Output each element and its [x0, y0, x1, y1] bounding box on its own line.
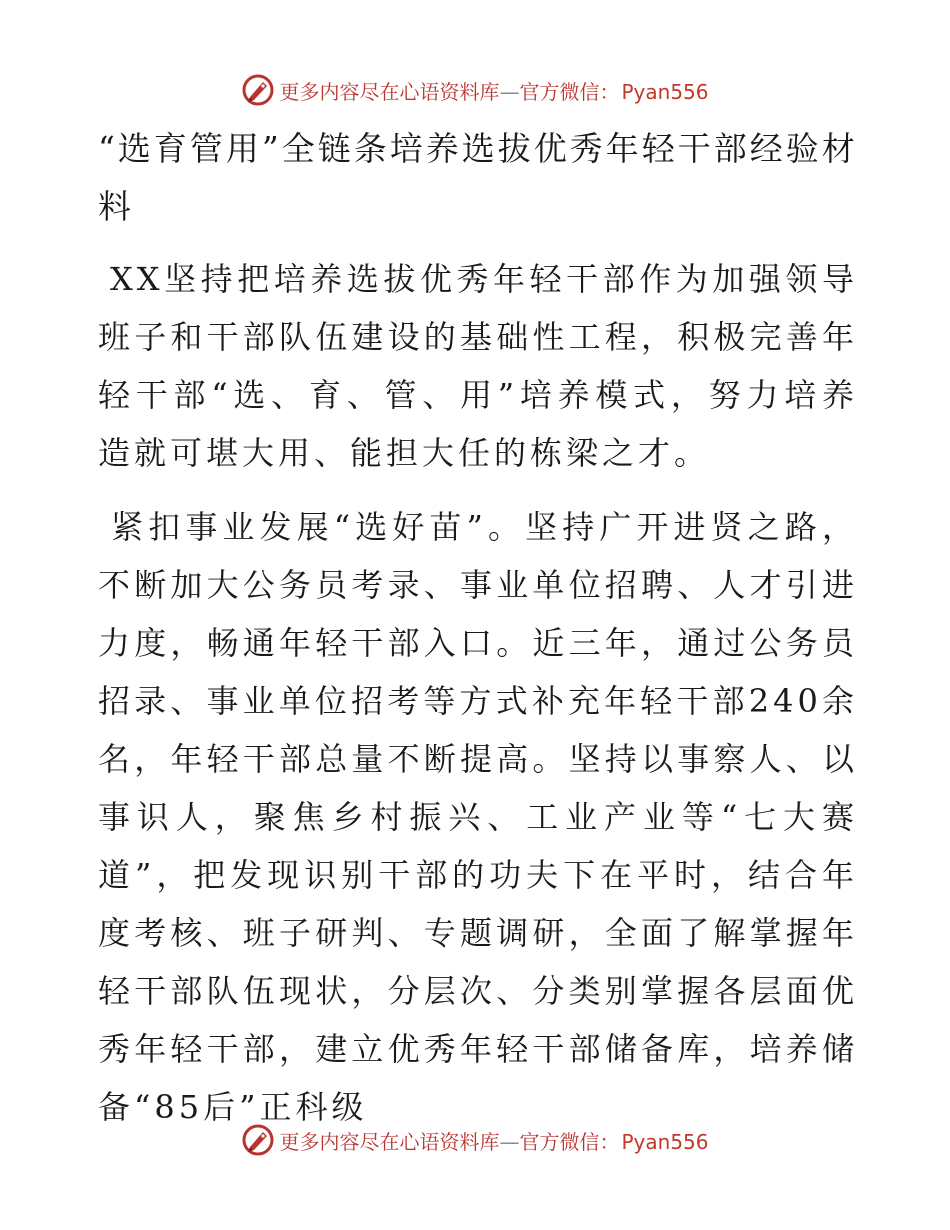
- footer-watermark-banner: [0, 1120, 950, 1160]
- wechat-id: Pyan556: [621, 1129, 709, 1154]
- document-title: “选育管用”全链条培养选拔优秀年轻干部经验材料: [98, 129, 858, 226]
- watermark-text: [279, 76, 708, 105]
- header-watermark-banner: [0, 70, 950, 110]
- separator: —: [499, 79, 520, 104]
- pen-nib-logo-icon: [241, 1123, 275, 1157]
- wechat-label: 官方微信：: [519, 1129, 620, 1154]
- brand-text: 更多内容尽在心语资料库: [279, 79, 500, 104]
- watermark-text: [279, 1126, 708, 1155]
- pen-nib-logo-icon: [241, 73, 275, 107]
- brand-text: 更多内容尽在心语资料库: [279, 1129, 500, 1154]
- paragraph-intro: [98, 250, 858, 482]
- paragraph-text: 紧扣事业发展“选好苗”。坚持广开进贤之路，不断加大公务员考录、事业单位招聘、人才引进力度，畅通年轻干部入口。近三年，通过公务员招录、事业单位招考等方式补充年轻干部240余名，年轻干部总量不断提高。坚持以事察人、以事识人，聚焦乡村振兴、工业产业等“七大赛道”，把发现识别干部的功夫下在平时，结合年度考核、班子研判、专题调研，全面了解掌握年轻干部队伍现状，分层次、分类别掌握各层面优秀年轻干部，建立优秀年轻干部储备库，培养储备“85后”正科级: [98, 508, 858, 1126]
- separator: —: [499, 1129, 520, 1154]
- wechat-label: 官方微信：: [519, 79, 620, 104]
- paragraph-selection: [98, 498, 858, 1136]
- paragraph-text: XX坚持把培养选拔优秀年轻干部作为加强领导班子和干部队伍建设的基础性工程，积极完善年轻干部“选、育、管、用”培养模式，努力培养造就可堪大用、能担大任的栋梁之才。: [98, 260, 858, 472]
- wechat-id: Pyan556: [621, 79, 709, 104]
